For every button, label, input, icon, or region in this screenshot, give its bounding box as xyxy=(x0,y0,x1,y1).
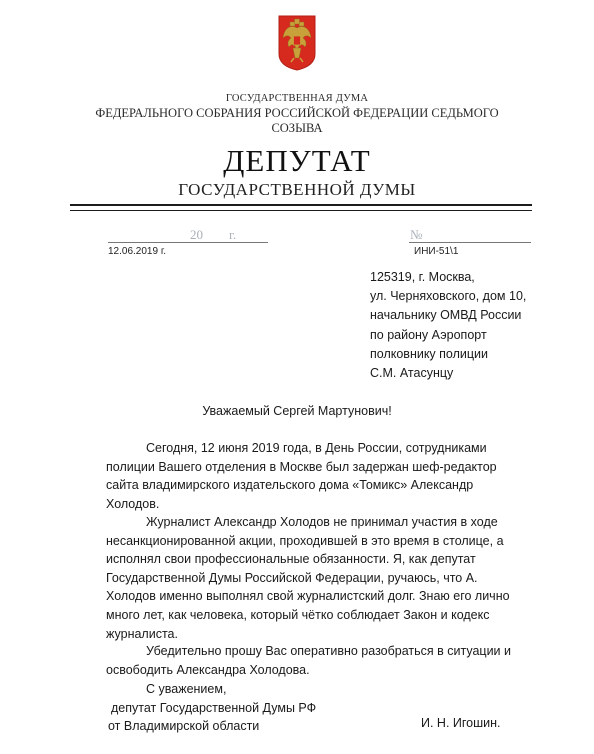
address-line: начальнику ОМВД России xyxy=(370,308,522,323)
date-value: 12.06.2019 г. xyxy=(108,246,167,257)
paragraph-line: Журналист Александр Холодов не принимал участия в ходе xyxy=(146,515,498,529)
date-year-label: 20 xyxy=(190,227,203,242)
body-paragraph xyxy=(106,513,510,643)
address-line: полковнику полиции xyxy=(370,346,489,361)
greeting: Уважаемый Сергей Мартунович! xyxy=(202,404,392,418)
number-value: ИНИ-51\1 xyxy=(414,246,459,257)
number-sign-label: № xyxy=(410,227,423,242)
closing-position: депутат Государственной Думы РФ xyxy=(111,700,317,715)
paragraph-line: Убедительно прошу Вас оперативно разобраться в ситуации и xyxy=(146,644,511,658)
address-line: 125319, г. Москва, xyxy=(370,270,475,284)
closing-salutation: С уважением, xyxy=(146,682,227,696)
address-line: по району Аэропорт xyxy=(370,327,487,342)
body-paragraph xyxy=(106,642,511,679)
paragraph-line: несанкционированной акции, проходившей в это время в столице, а xyxy=(106,533,504,548)
org-line-3: СОЗЫВА xyxy=(271,121,323,135)
russian-coat-of-arms-icon xyxy=(277,14,317,72)
org-line-1: ГОСУДАРСТВЕННАЯ ДУМА xyxy=(225,93,369,104)
closing-block xyxy=(108,680,316,736)
paragraph-line: исполнял свои профессиональные обязанности. Я, как депутат xyxy=(106,552,476,567)
address-line: ул. Черняховского, дом 10, xyxy=(370,289,527,304)
body-paragraph xyxy=(106,439,497,513)
paragraph-line: сайта владимирского издательского дома «Томикс» Александр xyxy=(106,478,474,493)
paragraph-line: полиции Вашего отделения в Москве был задержан шеф-редактор xyxy=(106,459,497,474)
header-divider xyxy=(70,204,532,211)
paragraph-line: освободить Александра Холодова. xyxy=(106,662,310,677)
page-subtitle: ГОСУДАРСТВЕННОЙ ДУМЫ xyxy=(178,180,416,199)
org-line-2: ФЕДЕРАЛЬНОГО СОБРАНИЯ РОССИЙСКОЙ ФЕДЕРАЦИИ СЕДЬМОГО xyxy=(95,106,499,120)
address-block xyxy=(370,268,526,383)
closing-region: от Владимирской области xyxy=(108,719,260,734)
paragraph-line: Сегодня, 12 июня 2019 года, в День России, сотрудниками xyxy=(146,441,487,455)
page-title: ДЕПУТАТ xyxy=(223,143,371,178)
paragraph-line: Государственной Думы Российской Федерации, ручаюсь, что А. xyxy=(106,570,478,585)
paragraph-line: много лет, как человека, который чётко соблюдает Закон и кодекс xyxy=(106,607,490,622)
address-line: С.М. Атасунцу xyxy=(370,366,454,381)
signature-name: И. Н. Игошин. xyxy=(421,716,501,730)
number-field-line xyxy=(409,242,531,243)
paragraph-line: журналиста. xyxy=(106,626,178,641)
date-g-label: г. xyxy=(229,227,237,242)
date-field-line xyxy=(108,242,268,243)
paragraph-line: Холодов именно выполнял свой журналистский долг. Знаю его лично xyxy=(106,589,510,604)
paragraph-line: Холодов. xyxy=(106,496,160,511)
